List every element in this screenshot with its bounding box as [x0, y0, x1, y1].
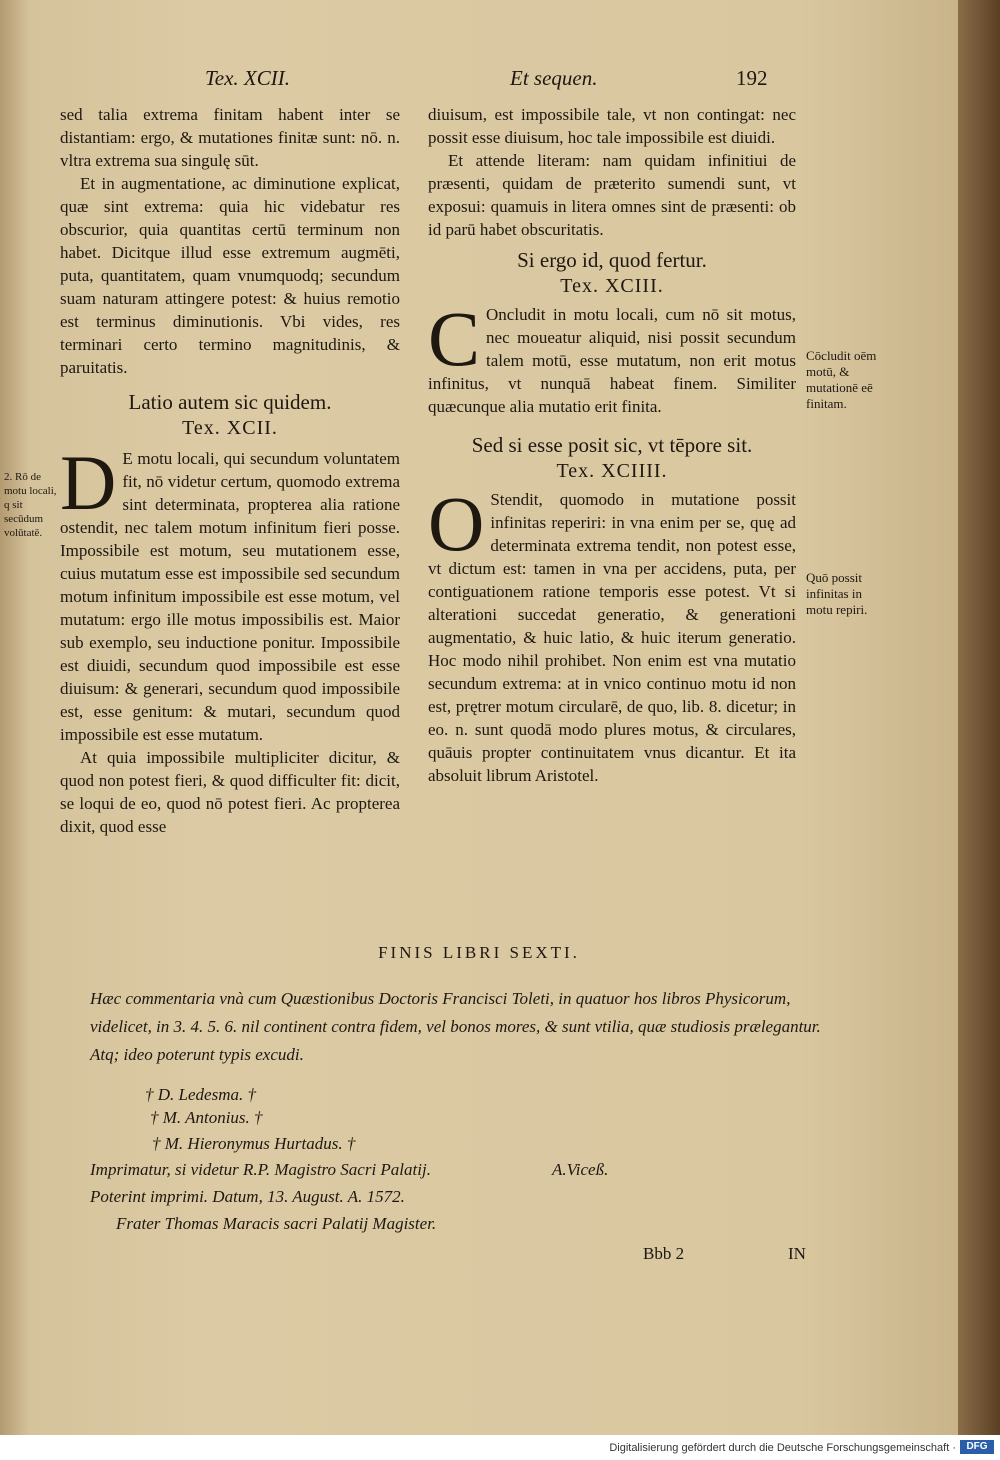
paragraph: Et in augmentatione, ac diminutione explicat, quæ sint extrema: quia hic videbatur res obscurior, quia quantitas certū terminum non habet. Dicitque illud esse extremum augmēti, puta, quantitatem, quam vnumquodq; secundum suam naturam attingere potest: & huius remotio est terminus diminutionis. Vbi vides, res terminari certo termino magnitudinis, & paruitatis.	[60, 174, 400, 377]
text-number: Tex. XCIII.	[560, 275, 664, 297]
margin-note: Quō possit infinitas in motu repiri.	[806, 570, 868, 617]
running-head-left: Tex. XCII.	[205, 66, 290, 90]
drop-cap: O	[428, 480, 485, 567]
paragraph: sed talia extrema finitam habent inter se distantiam: ergo, & mutationes finitæ sunt: nō. n. vltra extrema sua singulę sūt.	[60, 105, 400, 170]
poterint-imprimi: Poterint imprimi. Datum, 13. August. A. 1572.	[90, 1187, 405, 1206]
signatory: † M. Antonius. †	[150, 1108, 263, 1127]
signatory: † D. Ledesma. †	[145, 1085, 256, 1104]
imprimatur: Imprimatur, si videtur R.P. Magistro Sacri Palatij.	[90, 1160, 431, 1179]
paragraph: C Oncludit in motu locali, cum nō sit motus, nec moueatur aliquid, nisi possit secundum talem motū, esse mutatum, non erit motus infinitus, vt nunquā habeat finem. Similiter quæcunque alia mutatio erit finita.	[428, 295, 796, 416]
imprimatur-initials: A.Viceß.	[552, 1160, 609, 1179]
section-heading: Sed si esse posit sic, vt tēpore sit.	[471, 433, 753, 457]
margin-note: Cōcludit oēm motū, & mutationē eē finitam.	[806, 348, 877, 411]
drop-cap: D	[60, 439, 117, 526]
approbation-text: Hæc commentaria vnà cum Quæstionibus Doctoris Francisci Toleti, in quatuor hos libros Physicorum, videlicet, in 3. 4. 5. 6. nil continent contra fidem, vel bonos mores, & sunt vtilia, quæ studiosis prælegantur. Atq; ideo poterunt typis excudi.	[90, 989, 821, 1064]
paragraph: Et attende literam: nam quidam infinitiui de præsenti, quidam de præterito sumendi sunt, vt exposui: quamuis in litera omnes sint de præsenti: ob id parū habet obscuritatis.	[428, 151, 796, 239]
digitization-footer	[0, 1435, 1000, 1460]
paragraph: diuisum, est impossibile tale, vt non contingat: nec possit esse diuisum, hoc tale impossibile est diuidi.	[428, 105, 796, 147]
footer-text: Digitalisierung gefördert durch die Deutsche Forschungsgemeinschaft ·	[609, 1442, 956, 1454]
catchword: IN	[788, 1244, 806, 1263]
running-head-center: Et sequen.	[510, 66, 598, 90]
signature-mark: Bbb 2	[643, 1244, 685, 1263]
right-column	[428, 103, 796, 787]
text-number: Tex. XCII.	[182, 417, 278, 439]
dfg-logo: DFG	[960, 1440, 994, 1454]
drop-cap: C	[428, 295, 481, 382]
paragraph: O Stendit, quomodo in mutatione possit infinitas reperiri: in vna enim per se, quę ad determinata extrema tendit, non potest esse, vt dictum est: tamen in vna per accidens, puta, per contiguationem ratione temporis esse potest. Vt si alterationi succedat generatio, & generationi augmentatio, & huic latio, & huic iterum generatio. Hoc modo nihil prohibet. Non enim est vna mutatio secundum extrema: at in vnico continuo motu id non est, prętrer motum circularē, de quo, lib. 8. dicetur; in eo. n. sunt quodā modo plures motus, & circulares, quāuis propter continuitatem vnus dicantur. Et ita absoluit librum Aristotel.	[428, 480, 796, 785]
page-edge	[958, 0, 1000, 1435]
paragraph: At quia impossibile multipliciter dicitur, & quod non potest fieri, & quod difficulter fit: dicit, se loqui de eo, quod nō potest fieri. Ac propterea dixit, quod esse	[60, 748, 400, 836]
text-number: Tex. XCIIII.	[556, 460, 668, 482]
page-number: 192	[736, 66, 768, 90]
paragraph: D E motu locali, qui secundum voluntatem fit, nō videtur certum, quomodo extrema sint determinata, propterea alia ratione ostendit, nec talem motum infinitum fieri posse. Impossibile est motum, seu mutationem esse, cuius mutatum esse est impossibile sed secundum motum infinitum impossibile est esse motum, vel mutatum: ergo ille motus impossibilis est. Maior sub exemplo, seu inductione ponitur. Impossibile est diuidi, secundum quod impossibile est esse diuisum: & generari, secundum quod impossibile est, esse genitum: & mutari, secundum quod impossibile est esse mutatum.	[60, 439, 400, 744]
section-heading: Si ergo id, quod fertur.	[517, 248, 707, 272]
section-heading: Latio autem sic quidem.	[128, 390, 332, 414]
signatory: † M. Hieronymus Hurtadus. †	[152, 1134, 356, 1153]
left-column	[60, 103, 400, 838]
frater-signature: Frater Thomas Maracis sacri Palatij Magister.	[116, 1214, 437, 1233]
finis-heading: FINIS LIBRI SEXTI.	[378, 943, 580, 962]
margin-note: 2. Rō de motu locali, q sit secūdum volūtatē.	[4, 471, 57, 539]
